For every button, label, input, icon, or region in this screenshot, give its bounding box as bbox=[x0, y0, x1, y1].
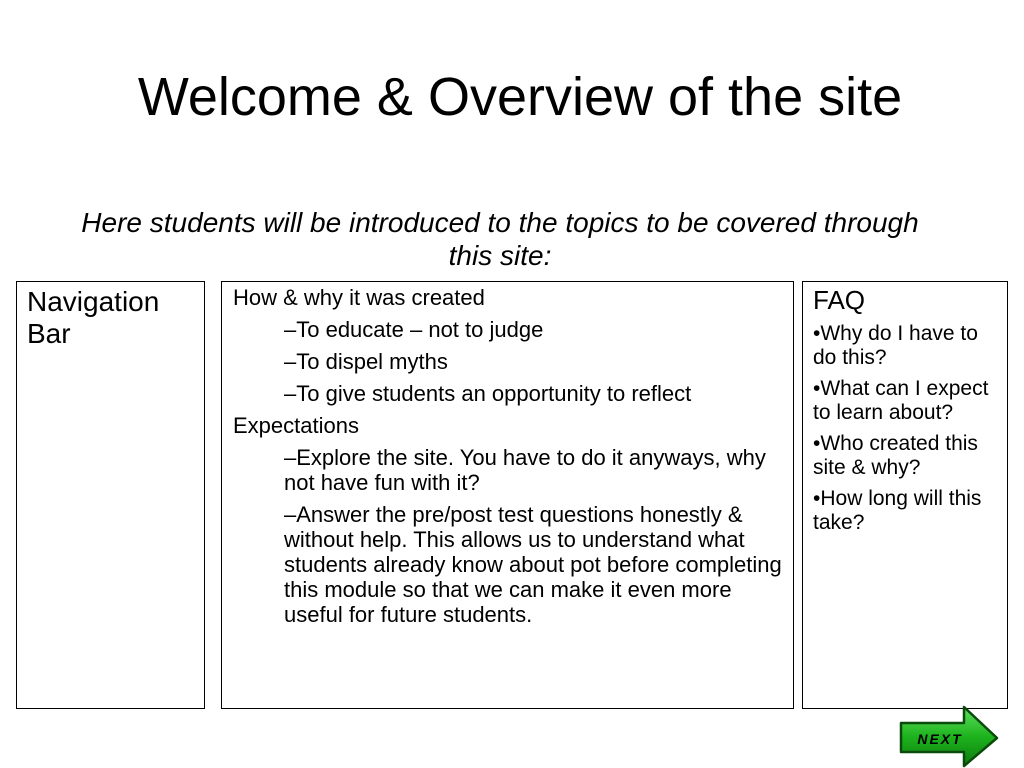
slide-title: Welcome & Overview of the site bbox=[137, 67, 903, 127]
faq-item: •What can I expect to learn about? bbox=[813, 377, 989, 424]
navigation-bar-label-line1: Navigation bbox=[27, 286, 160, 317]
section-heading-expectations: Expectations bbox=[233, 413, 359, 438]
faq-item: •Who created this site & why? bbox=[813, 432, 978, 479]
list-item: –To dispel myths bbox=[284, 349, 448, 374]
overview-content-panel bbox=[221, 281, 794, 709]
navigation-bar-label bbox=[27, 286, 194, 350]
list-item: –To educate – not to judge bbox=[284, 317, 544, 342]
slide-subtitle: Here students will be introduced to the topics to be covered through this site: bbox=[81, 207, 919, 271]
faq-item: •Why do I have to do this? bbox=[813, 322, 978, 369]
next-button[interactable] bbox=[898, 704, 1000, 768]
navigation-bar-label-line2: Bar bbox=[27, 318, 71, 349]
list-item: –Answer the pre/post test questions honestly & without help. This allows us to understand what students already know about pot before completing this module so that we can make it even more useful for future students. bbox=[284, 502, 782, 627]
list-item: –To give students an opportunity to reflect bbox=[284, 381, 692, 406]
faq-panel bbox=[802, 281, 1008, 709]
list-item: –Explore the site. You have to do it anyways, why not have fun with it? bbox=[284, 445, 766, 495]
next-button-label: NEXT bbox=[917, 731, 963, 747]
navigation-bar-panel bbox=[16, 281, 205, 709]
faq-item: •How long will this take? bbox=[813, 487, 982, 534]
next-arrow-icon bbox=[898, 704, 1000, 768]
section-heading-how-why: How & why it was created bbox=[233, 285, 485, 310]
faq-title: FAQ bbox=[813, 285, 866, 315]
